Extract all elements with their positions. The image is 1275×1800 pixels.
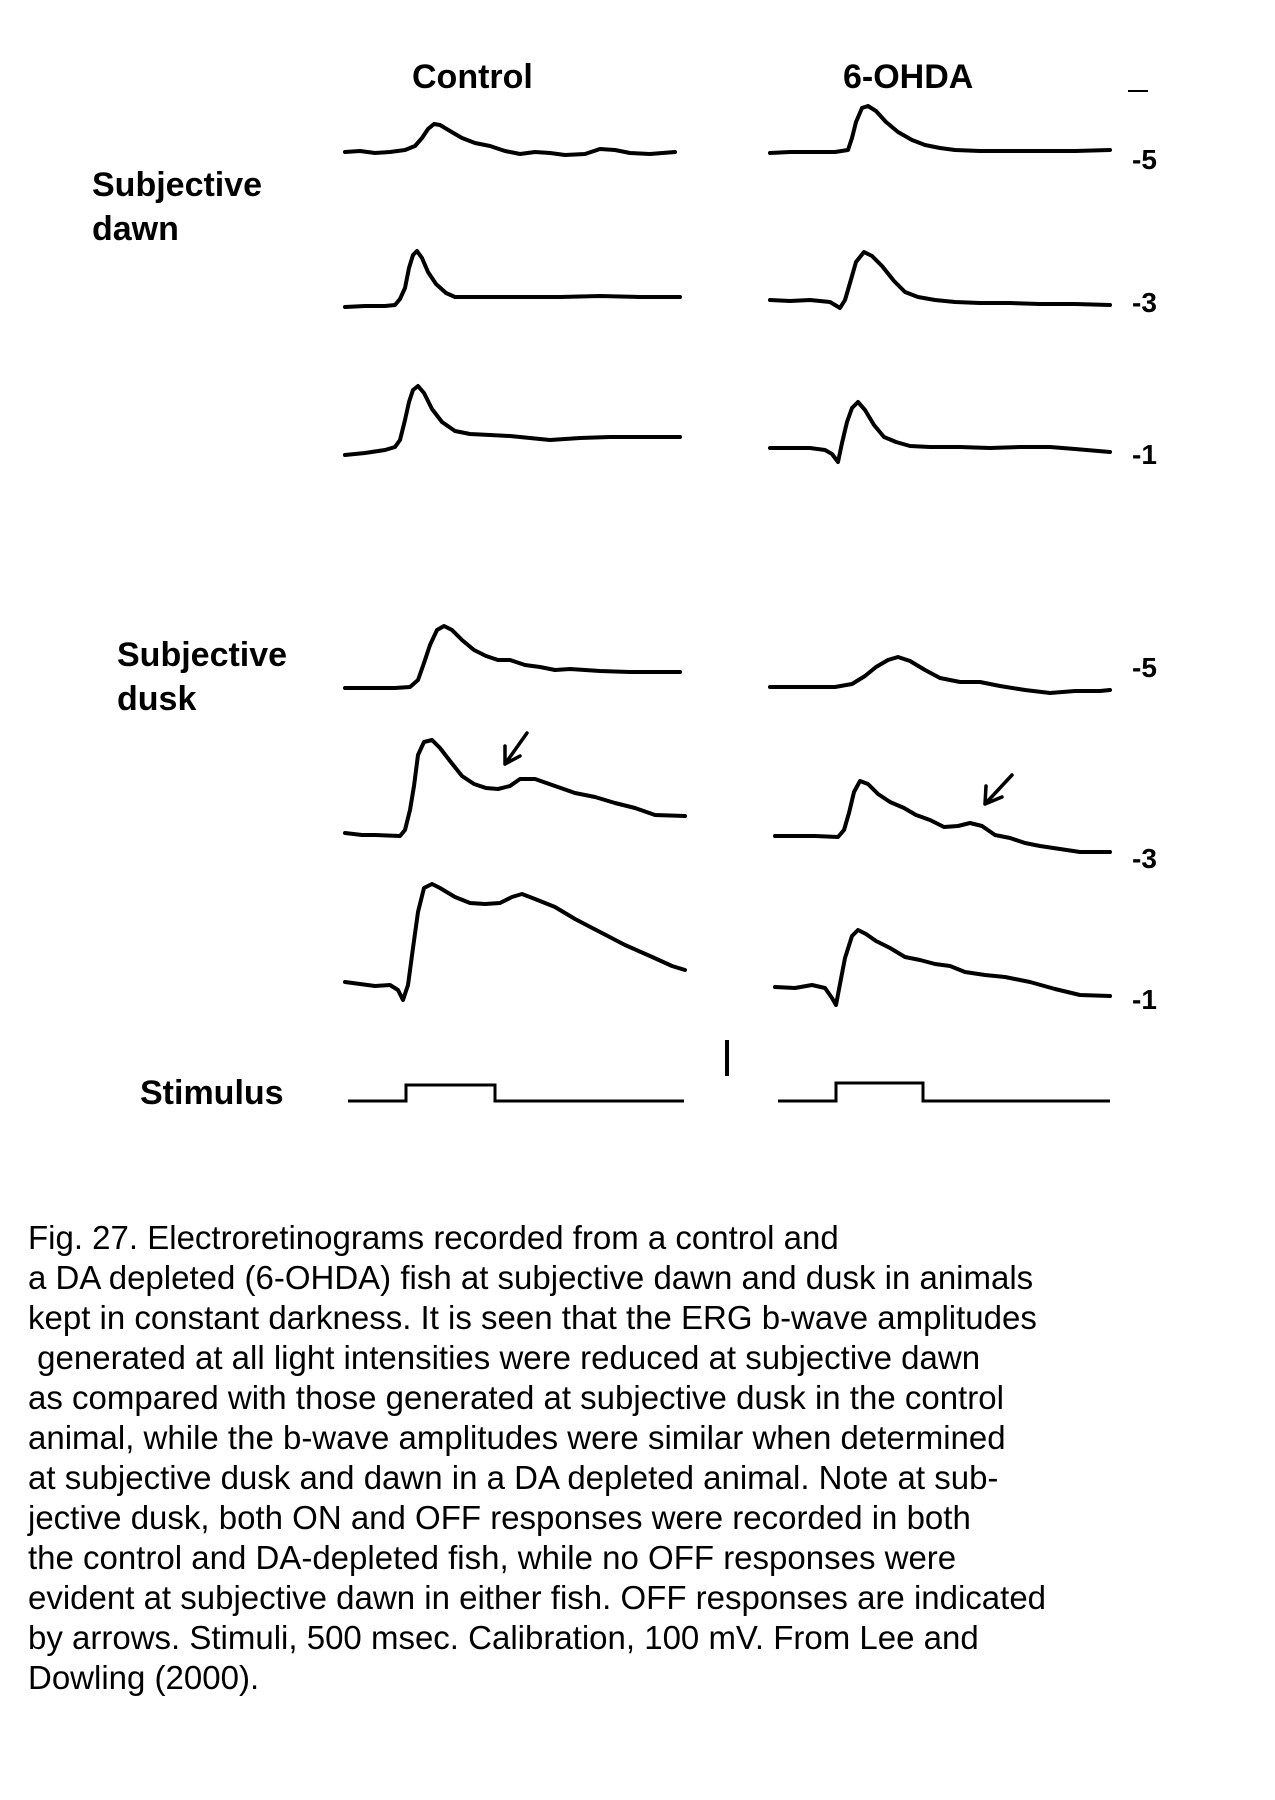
caption-line: animal, while the b-wave amplitudes were similar when determined [28,1419,1006,1456]
row-label-subjective-dawn [92,163,262,251]
intensity-label-dawn-1: -1 [1132,439,1157,470]
caption-line: by arrows. Stimuli, 500 msec. Calibration, 100 mV. From Lee and [28,1619,979,1656]
trace-ohda-dusk-1 [775,930,1110,1005]
intensity-label-dusk-5: -5 [1132,652,1157,683]
stimulus-control [348,1085,684,1101]
row-label-line: Subjective [92,166,263,204]
arrow-ohda-dusk-3 [985,775,1012,804]
caption-line: at subjective dusk and dawn in a DA depleted animal. Note at sub- [28,1459,999,1496]
caption-line: jective dusk, both ON and OFF responses were recorded in both [28,1499,971,1536]
trace-control-dusk-3 [345,740,685,836]
stimulus-ohda [778,1083,1110,1101]
caption-line: evident at subjective dawn in either fish. OFF responses are indicated [28,1579,1047,1616]
trace-ohda-dusk-3 [775,781,1110,852]
column-header-6-ohda: 6-OHDA [843,58,974,96]
caption-line: the control and DA-depleted fish, while no OFF responses were [28,1539,957,1576]
ohda-column-traces [770,106,1110,1005]
row-label-subjective-dusk [117,633,287,721]
caption-line: a DA depleted (6-OHDA) fish at subjective dawn and dusk in animals [28,1259,1034,1296]
row-label-line: Subjective [117,636,288,674]
trace-ohda-dawn-1 [770,402,1110,462]
row-label-stimulus: Stimulus [140,1074,284,1112]
trace-control-dawn-3 [345,251,680,307]
caption-line: generated at all light intensities were reduced at subjective dawn [28,1339,981,1376]
trace-control-dawn-1 [345,386,680,455]
arrow-control-dusk-3 [505,733,527,764]
caption-line: Dowling (2000). [28,1659,260,1696]
trace-ohda-dawn-5 [770,106,1110,153]
control-column-traces [345,124,685,1000]
trace-control-dawn-5 [345,124,675,155]
intensity-label-dawn-3: -3 [1132,287,1157,318]
trace-control-dusk-1 [345,884,685,1000]
stimulus-traces [348,1083,1110,1101]
trace-control-dusk-5 [345,626,680,688]
row-label-line: dawn [92,210,179,248]
intensity-label-dawn-5: -5 [1132,144,1157,175]
trace-ohda-dawn-3 [770,252,1110,308]
intensity-label-dusk-1: -1 [1132,984,1157,1015]
trace-ohda-dusk-5 [770,657,1110,693]
intensity-label-dusk-3: -3 [1132,843,1157,874]
caption-line: kept in constant darkness. It is seen that the ERG b-wave amplitudes [28,1299,1037,1336]
column-header-control: Control [412,58,533,96]
figure-caption [28,1218,1258,1698]
row-label-line: dusk [117,680,197,718]
caption-line: as compared with those generated at subjective dusk in the control [28,1379,1004,1416]
caption-line: Fig. 27. Electroretinograms recorded from a control and [28,1219,839,1256]
